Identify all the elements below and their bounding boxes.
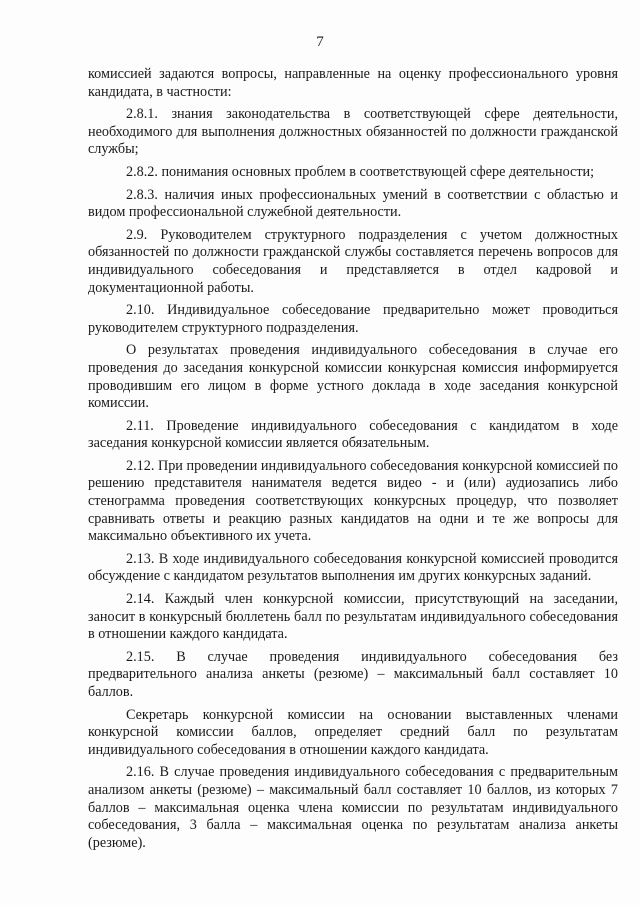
paragraph-2-11: 2.11. Проведение индивидуального собеседования с кандидатом в ходе заседания конкурсной комиссии является обязательным. xyxy=(88,417,618,452)
page-number: 7 xyxy=(316,34,324,50)
paragraph-2-10: 2.10. Индивидуальное собеседование предварительно может проводиться руководителем структурного подразделения. xyxy=(88,302,618,336)
paragraph-2-16: 2.16. В случае проведения индивидуального собеседования с предварительным анализом анкеты (резюме) – максимальный балл составляет 10 баллов, из которых 7 баллов – максимальная оценка члена комиссии по результатам индивидуального собеседования, 3 балла – максимальная оценка по результатам анализа анкеты (резюме). xyxy=(88,764,618,851)
paragraph-2-14: 2.14. Каждый член конкурсной комиссии, присутствующий на заседании, заносит в конкурсный бюллетень балл по результатам индивидуального собеседования в отношении каждого кандидата. xyxy=(88,591,618,643)
paragraph-2-8-3: 2.8.3. наличия иных профессиональных умений в соответствии с областью и видом профессиональной служебной деятельности. xyxy=(88,186,618,221)
paragraph-2-8-2: 2.8.2. понимания основных проблем в соответствующей сфере деятельности; xyxy=(126,163,595,180)
paragraph-2-15-secretary: Секретарь конкурсной комиссии на основании выставленных членами конкурсной комиссии баллов, определяет средний балл по результатам индивидуального собеседования в отношении каждого кандидата. xyxy=(88,706,618,758)
document-body xyxy=(88,66,618,857)
paragraph-2-15: 2.15. В случае проведения индивидуального собеседования без предварительного анализа анкеты (резюме) – максимальный балл составляет 10 баллов. xyxy=(88,648,618,700)
paragraph-2-13: 2.13. В ходе индивидуального собеседования конкурсной комиссией проводится обсуждение с кандидатом результатов выполнения им других конкурсных заданий. xyxy=(88,550,618,585)
paragraph-2-12: 2.12. При проведении индивидуального собеседования конкурсной комиссией по решению представителя нанимателя ведется видео - и (или) аудиозапись либо стенограмма проведения соответствующих конкурсных процедур, что позволяет сравнивать ответы и реакцию разных кандидатов на одни и те же вопросы для максимально объективного их учета. xyxy=(88,457,618,545)
paragraph-2-10-results: О результатах проведения индивидуального собеседования в случае его проведения до заседания конкурсной комиссии конкурсная комиссия информируется проводившим его лицом в форме устного доклада в ходе заседания конкурсной комиссии. xyxy=(88,342,618,412)
paragraph-intro: комиссией задаются вопросы, направленные на оценку профессионального уровня кандидата, в частности: xyxy=(88,66,618,100)
paragraph-2-8-1: 2.8.1. знания законодательства в соответствующей сфере деятельности, необходимого для выполнения должностных обязанностей по должности гражданской службы; xyxy=(88,106,618,158)
paragraph-2-9: 2.9. Руководителем структурного подразделения с учетом должностных обязанностей по должности гражданской службы составляется перечень вопросов для индивидуального собеседования и представляется в отдел кадровой и документационной работы. xyxy=(88,226,618,296)
